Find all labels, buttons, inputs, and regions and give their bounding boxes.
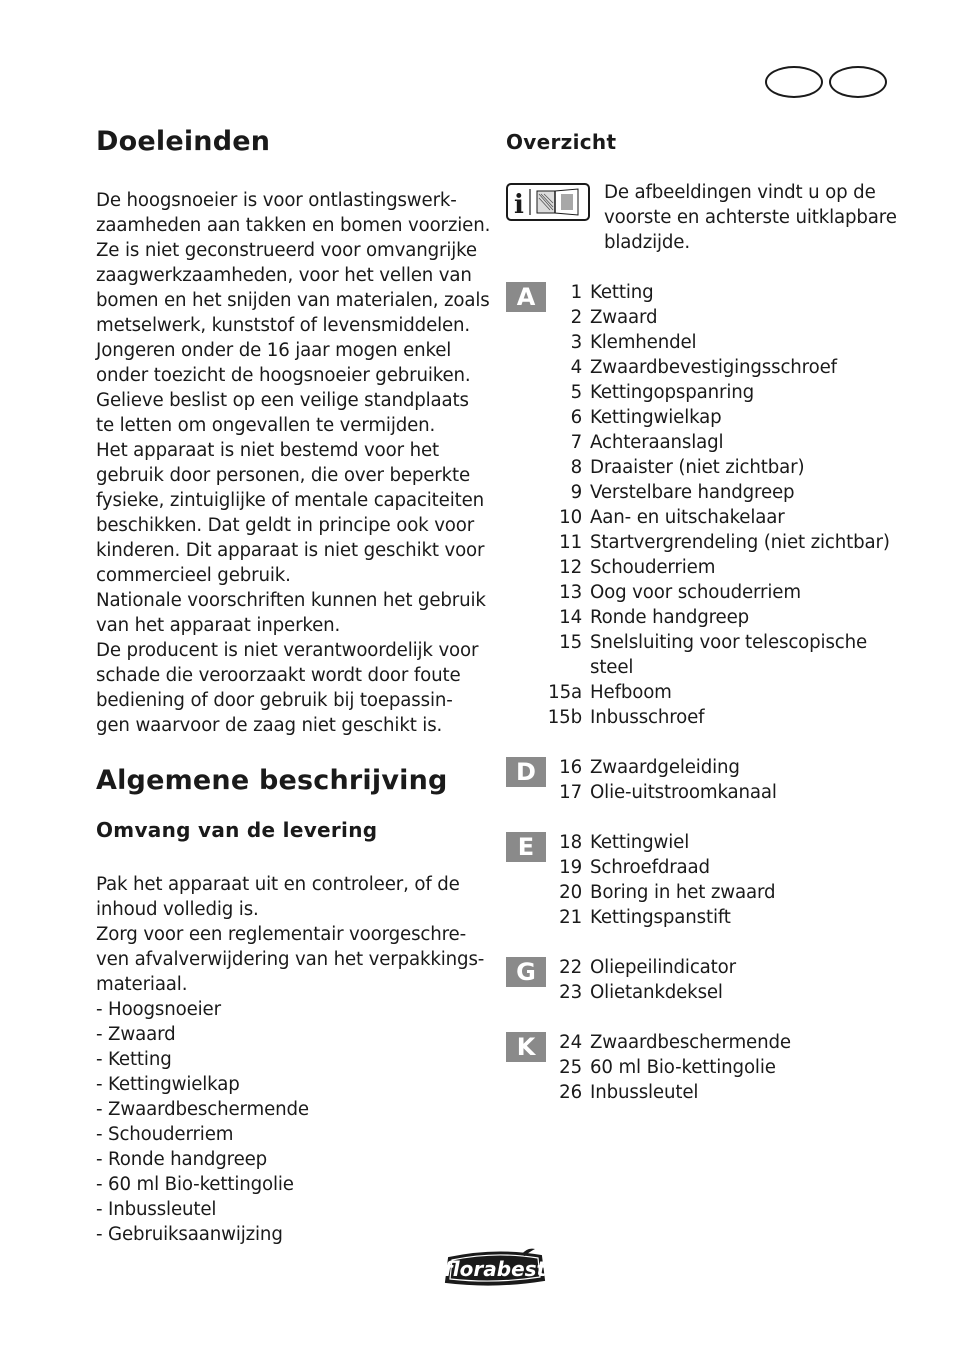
omvang-text-line: Zorg voor een reglementair voorgeschre- [96, 924, 467, 945]
doeleinden-text-line: Ze is niet geconstrueerd voor omvangrijke [96, 240, 477, 261]
doeleinden-text-line: Nationale voorschriften kunnen het gebruik [96, 590, 486, 611]
part-number: 7 [570, 432, 582, 453]
part-number: 8 [570, 457, 582, 478]
part-number: 15a [548, 682, 582, 703]
part-number: 23 [559, 982, 582, 1003]
part-label: Schroefdraad [590, 857, 710, 878]
part-row [544, 830, 906, 855]
part-row [544, 305, 906, 330]
part-row [544, 405, 906, 430]
omvang-levering-heading: Omvang van de levering [96, 818, 378, 842]
doeleinden-text-line: gen waarvoor de zaag niet geschikt is. [96, 715, 443, 736]
delivery-item: - Inbussleutel [96, 1199, 217, 1220]
doeleinden-text-line: commercieel gebruik. [96, 565, 291, 586]
doeleinden-text [96, 188, 491, 738]
info-text-line: bladzijde. [604, 232, 690, 253]
omvang-text-line: ven afvalverwijdering van het verpakkings- [96, 949, 485, 970]
part-label: Ronde handgreep [590, 607, 750, 628]
part-label: Snelsluiting voor telescopische [590, 632, 868, 653]
part-row [544, 855, 906, 880]
doeleinden-text-line: gebruik door personen, die over beperkte [96, 465, 471, 486]
part-label: Zwaardbeschermende [590, 1032, 791, 1053]
part-row [544, 780, 906, 805]
parts-group [506, 280, 906, 730]
language-oval-icon [765, 66, 823, 98]
doeleinden-text-line: onder toezicht de hoogsnoeier gebruiken. [96, 365, 471, 386]
part-number: 10 [559, 507, 582, 528]
part-number: 21 [559, 907, 582, 928]
part-row [544, 980, 906, 1005]
part-label: Oliepeilindicator [590, 957, 736, 978]
part-row [544, 580, 906, 605]
doeleinden-text-line: De hoogsnoeier is voor ontlastingswerk- [96, 190, 457, 211]
part-number: 18 [559, 832, 582, 853]
part-label: Draaister (niet zichtbar) [590, 457, 805, 478]
part-row [544, 355, 906, 380]
part-number: 17 [559, 782, 582, 803]
part-label: Zwaardbevestigingsschroef [590, 357, 837, 378]
omvang-text-line: Pak het apparaat uit en controleer, of de [96, 874, 460, 895]
parts-group [506, 1030, 906, 1105]
part-number: 12 [559, 557, 582, 578]
parts-group [506, 830, 906, 930]
part-row [544, 555, 906, 580]
part-number: 4 [570, 357, 582, 378]
part-label: Boring in het zwaard [590, 882, 776, 903]
delivery-item: - 60 ml Bio-kettingolie [96, 1174, 294, 1195]
part-label: Kettingwiel [590, 832, 690, 853]
part-row [544, 530, 906, 555]
delivery-item: - Zwaard [96, 1024, 176, 1045]
part-row [544, 430, 906, 455]
delivery-item: - Gebruiksaanwijzing [96, 1224, 283, 1245]
part-row [544, 705, 906, 730]
part-label: Ketting [590, 282, 654, 303]
doeleinden-heading: Doeleinden [96, 126, 271, 157]
figure-badge: A [506, 282, 546, 312]
part-number: 14 [559, 607, 582, 628]
part-number: 24 [559, 1032, 582, 1053]
doeleinden-text-line: Jongeren onder de 16 jaar mogen enkel [96, 340, 452, 361]
part-label: Olie-uitstroomkanaal [590, 782, 777, 803]
doeleinden-text-line: metselwerk, kunststof of levensmiddelen. [96, 315, 471, 336]
part-number: 20 [559, 882, 582, 903]
doeleinden-text-line: De producent is niet verantwoordelijk voor [96, 640, 479, 661]
part-row [544, 280, 906, 305]
part-label: Achteraanslagl [590, 432, 724, 453]
omvang-text-line: materiaal. [96, 974, 188, 995]
figure-badge: D [506, 757, 546, 787]
part-number: 9 [570, 482, 582, 503]
part-row [544, 380, 906, 405]
part-row [544, 330, 906, 355]
delivery-items-list [96, 997, 488, 1247]
figure-badge: G [506, 957, 546, 987]
doeleinden-text-line: Het apparaat is niet bestemd voor het [96, 440, 439, 461]
doeleinden-text-line: bomen en het snijden van materialen, zoals [96, 290, 490, 311]
parts-group [506, 755, 906, 805]
part-number: 22 [559, 957, 582, 978]
figure-badge: K [506, 1032, 546, 1062]
part-row [544, 505, 906, 530]
part-label: steel [590, 657, 634, 678]
algemene-beschrijving-heading: Algemene beschrijving [96, 765, 448, 796]
doeleinden-text-line: kinderen. Dit apparaat is niet geschikt voor [96, 540, 485, 561]
part-label: Oog voor schouderriem [590, 582, 801, 603]
doeleinden-text-line: zaamheden aan takken en bomen voorzien. [96, 215, 491, 236]
info-note [506, 180, 906, 258]
part-label: Aan- en uitschakelaar [590, 507, 785, 528]
part-label: Hefboom [590, 682, 672, 703]
part-label: Startvergrendeling (niet zichtbar) [590, 532, 890, 553]
omvang-levering-text [96, 872, 488, 997]
delivery-item: - Hoogsnoeier [96, 999, 221, 1020]
part-row [544, 1055, 906, 1080]
doeleinden-text-line: beschikken. Dat geldt in principe ook voor [96, 515, 475, 536]
part-row [544, 655, 906, 680]
part-label: Kettingspanstift [590, 907, 731, 928]
doeleinden-text-line: te letten om ongevallen te vermijden. [96, 415, 436, 436]
part-label: Inbusschroef [590, 707, 705, 728]
part-number: 15b [547, 707, 582, 728]
doeleinden-text-line: bediening of door gebruik bij toepassin- [96, 690, 453, 711]
part-number: 3 [570, 332, 582, 353]
part-number: 2 [570, 307, 582, 328]
part-number: 19 [559, 857, 582, 878]
florabest-logo [443, 1246, 547, 1286]
logo-text: florabest [443, 1257, 547, 1281]
part-row [544, 755, 906, 780]
delivery-item: - Zwaardbeschermende [96, 1099, 309, 1120]
part-number: 6 [570, 407, 582, 428]
part-label: Verstelbare handgreep [590, 482, 795, 503]
part-label: Inbussleutel [590, 1082, 699, 1103]
parts-group [506, 955, 906, 1005]
part-label: Olietankdeksel [590, 982, 723, 1003]
part-row [544, 680, 906, 705]
doeleinden-text-line: van het apparaat inperken. [96, 615, 341, 636]
part-label: Klemhendel [590, 332, 697, 353]
part-row [544, 1080, 906, 1105]
part-row [544, 1030, 906, 1055]
right-column [506, 130, 906, 1105]
delivery-item: - Ketting [96, 1049, 172, 1070]
doeleinden-text-line: zaagwerkzaamheden, voor het vellen van [96, 265, 472, 286]
part-number: 26 [559, 1082, 582, 1103]
part-row [544, 905, 906, 930]
language-indicator [765, 66, 890, 100]
part-label: Zwaard [590, 307, 658, 328]
part-row [544, 480, 906, 505]
delivery-item: - Ronde handgreep [96, 1149, 268, 1170]
svg-text:i: i [514, 190, 524, 219]
info-text-line: De afbeeldingen vindt u op de [604, 182, 876, 203]
part-number: 11 [559, 532, 582, 553]
doeleinden-text-line: Gelieve beslist op een veilige standplaats [96, 390, 469, 411]
part-row [544, 955, 906, 980]
left-column [96, 126, 491, 1247]
figure-badge: E [506, 832, 546, 862]
part-label: Kettingopspanring [590, 382, 755, 403]
overzicht-heading: Overzicht [506, 130, 617, 154]
part-number: 1 [570, 282, 582, 303]
part-row [544, 630, 906, 655]
part-row [544, 455, 906, 480]
parts-overview [506, 280, 906, 1105]
part-row [544, 605, 906, 630]
part-number: 5 [570, 382, 582, 403]
part-label: 60 ml Bio-kettingolie [590, 1057, 776, 1078]
info-book-icon [506, 183, 590, 221]
info-text-line: voorste en achterste uitklapbare [604, 207, 897, 228]
info-note-text [604, 180, 897, 255]
delivery-item: - Kettingwielkap [96, 1074, 240, 1095]
delivery-item: - Schouderriem [96, 1124, 234, 1145]
omvang-text-line: inhoud volledig is. [96, 899, 259, 920]
part-label: Schouderriem [590, 557, 716, 578]
part-number: 13 [559, 582, 582, 603]
part-label: Zwaardgeleiding [590, 757, 740, 778]
doeleinden-text-line: fysieke, zintuiglijke of mentale capaciteiten [96, 490, 485, 511]
part-number: 16 [559, 757, 582, 778]
part-label: Kettingwielkap [590, 407, 722, 428]
part-number: 25 [559, 1057, 582, 1078]
language-oval-icon [829, 66, 887, 98]
doeleinden-text-line: schade die veroorzaakt wordt door foute [96, 665, 461, 686]
part-row [544, 880, 906, 905]
part-number: 15 [559, 632, 582, 653]
